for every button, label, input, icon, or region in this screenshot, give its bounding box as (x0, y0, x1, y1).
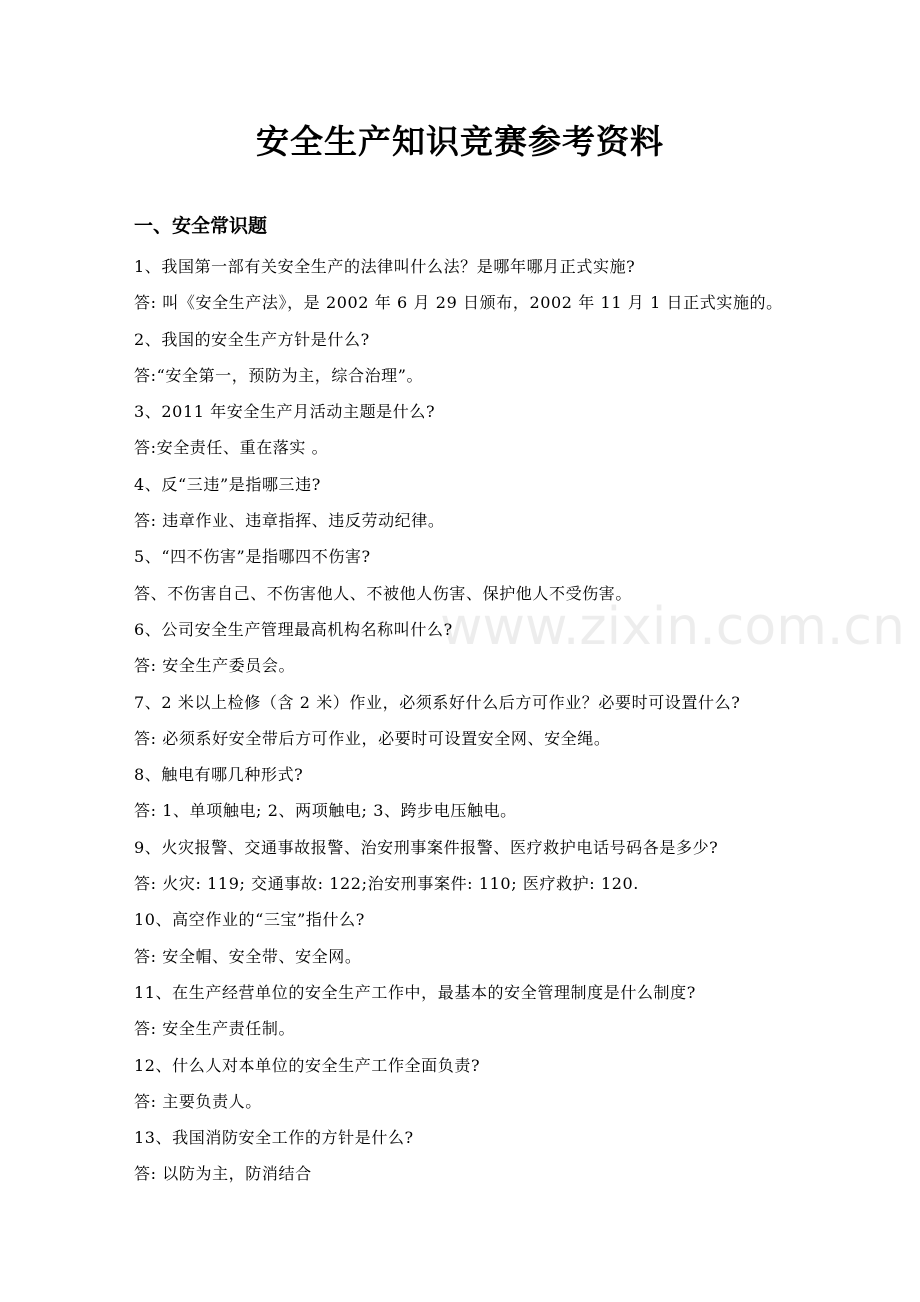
answer-line: 答: 安全帽、安全带、安全网。 (134, 946, 362, 966)
section-heading: 一、安全常识题 (134, 215, 268, 237)
qa-list (134, 249, 894, 1193)
answer-line: 答: 火灾: 119; 交通事故: 122;治安刑事案件: 110; 医疗救护: 120. (134, 874, 639, 894)
document-title: 安全生产知识竞赛参考资料 (256, 122, 664, 161)
answer-line: 答: 安全生产委员会。 (134, 656, 296, 676)
question-line: 2、我国的安全生产方针是什么? (134, 329, 370, 349)
question-line: 3、2011 年安全生产月活动主题是什么? (134, 402, 436, 422)
answer-line: 答: 叫《安全生产法》，是 2002 年 6 月 29 日颁布，2002 年 11 月 1 日正式实施的。 (134, 293, 783, 313)
question-line: 5、“四不伤害”是指哪四不伤害? (134, 547, 371, 567)
question-line: 6、公司安全生产管理最高机构名称叫什么? (134, 619, 453, 639)
question-line: 4、反“三违”是指哪三违? (134, 474, 321, 494)
answer-line: 答: 违章作业、违章指挥、违反劳动纪律。 (134, 511, 445, 531)
question-line: 9、火灾报警、交通事故报警、治安刑事案件报警、医疗救护电话号码各是多少? (134, 837, 719, 857)
question-line: 8、触电有哪几种形式? (134, 765, 304, 785)
answer-line: 答: 以防为主，防消结合 (134, 1164, 312, 1184)
answer-line: 答: 安全生产责任制。 (134, 1019, 296, 1039)
answer-line: 答: 1、单项触电; 2、两项触电; 3、跨步电压触电。 (134, 801, 517, 821)
answer-line: 答: 必须系好安全带后方可作业，必要时可设置安全网、安全绳。 (134, 728, 611, 748)
question-line: 7、2 米以上检修（含 2 米）作业，必须系好什么后方可作业？必要时可设置什么? (134, 692, 741, 712)
question-line: 13、我国消防安全工作的方针是什么? (134, 1128, 414, 1148)
watermark: www.zixin.com.cn (440, 597, 905, 657)
question-line: 1、我国第一部有关安全生产的法律叫什么法？是哪年哪月正式实施? (134, 257, 636, 276)
answer-line: 答:“安全第一，预防为主，综合治理”。 (134, 365, 424, 385)
question-line: 12、什么人对本单位的安全生产工作全面负责? (134, 1055, 481, 1075)
question-line: 10、高空作业的“三宝”指什么? (134, 910, 365, 930)
question-line: 11、在生产经营单位的安全生产工作中，最基本的安全管理制度是什么制度? (134, 982, 696, 1002)
answer-line: 答:安全责任、重在落实 。 (134, 438, 329, 458)
answer-line: 答、不伤害自己、不伤害他人、不被他人伤害、保护他人不受伤害。 (134, 583, 633, 603)
answer-line: 答: 主要负责人。 (134, 1091, 262, 1111)
